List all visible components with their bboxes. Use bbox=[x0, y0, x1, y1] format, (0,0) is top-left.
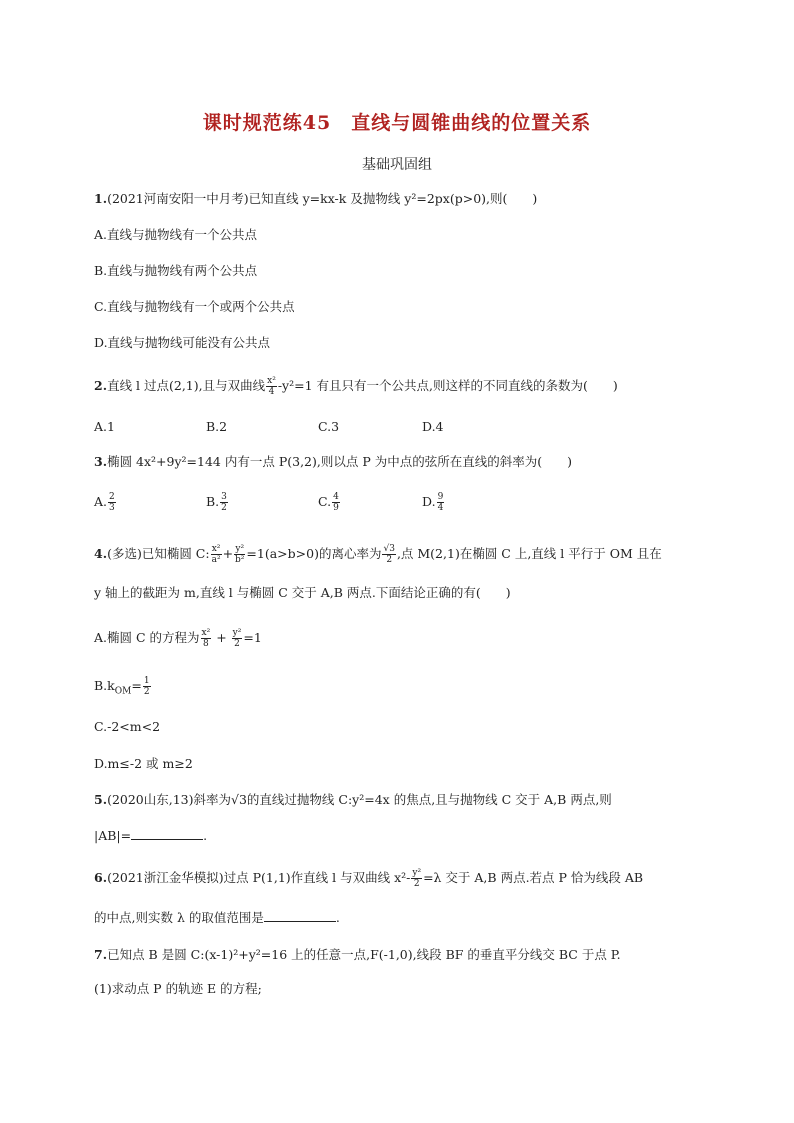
question-number: 7. bbox=[94, 947, 108, 962]
q3-options bbox=[94, 492, 445, 513]
q3-option-c: C. $\frac{4}{9}$ bbox=[318, 492, 339, 513]
question-number: 4. bbox=[94, 546, 108, 561]
question-1 bbox=[94, 190, 537, 208]
question-stem: =λ 交于 A,B 两点.若点 P 恰为线段 AB bbox=[423, 870, 644, 885]
fraction: $\frac{√3}{2}$ bbox=[383, 544, 395, 565]
question-2 bbox=[94, 376, 618, 397]
question-number: 5. bbox=[94, 792, 108, 807]
question-number: 1. bbox=[94, 191, 108, 206]
question-6-line-2: 的中点,则实数 λ 的取值范围是 . bbox=[94, 910, 340, 925]
q2-option-d: D.4 bbox=[422, 419, 444, 434]
question-7-part-1: (1)求动点 P 的轨迹 E 的方程; bbox=[94, 981, 262, 996]
plus-sign: + bbox=[222, 546, 234, 561]
question-stem: 椭圆 4x²+9y²=144 内有一点 P(3,2),则以点 P 为中点的弦所在直线的斜率为( ) bbox=[107, 454, 572, 469]
question-number: 2. bbox=[94, 378, 108, 393]
question-stem: -y²=1 有且只有一个公共点,则这样的不同直线的条数为( ) bbox=[277, 378, 618, 393]
q1-option-b: B.直线与抛物线有两个公共点 bbox=[94, 263, 258, 278]
page-title: 课时规范练45 直线与圆锥曲线的位置关系 bbox=[202, 112, 592, 134]
question-4-line-2: y 轴上的截距为 m,直线 l 与椭圆 C 交于 A,B 两点.下面结论正确的有( ) bbox=[94, 585, 511, 600]
question-6 bbox=[94, 868, 643, 889]
fraction: $\frac{\text{y²}}{\text{b²}}$ bbox=[235, 544, 245, 565]
q3-option-b: B. $\frac{3}{2}$ bbox=[206, 492, 227, 513]
question-stem: 直线 l 过点(2,1),且与双曲线 bbox=[107, 378, 266, 393]
question-number: 3. bbox=[94, 454, 108, 469]
q4-option-d: D.m≤-2 或 m≥2 bbox=[94, 756, 193, 771]
q2-option-a: A.1 bbox=[94, 419, 115, 434]
question-3 bbox=[94, 453, 572, 471]
q4-option-a: A.椭圆 C 的方程为 $\frac{\text{x²}}{8}$ + $\frac{\text{y²}}{2}$ =1 bbox=[94, 628, 262, 649]
question-number: 6. bbox=[94, 870, 108, 885]
fraction: $\frac{\text{x²}}{\text{a²}}$ bbox=[211, 544, 221, 565]
q4-option-c: C.-2<m<2 bbox=[94, 719, 161, 734]
q1-option-a: A.直线与抛物线有一个公共点 bbox=[94, 227, 258, 242]
q1-option-c: C.直线与抛物线有一个或两个公共点 bbox=[94, 299, 295, 314]
question-7 bbox=[94, 946, 621, 964]
q2-option-b: B.2 bbox=[206, 419, 228, 434]
q3-option-a: A. $\frac{2}{3}$ bbox=[94, 492, 115, 513]
q3-option-d: D. $\frac{9}{4}$ bbox=[422, 492, 444, 513]
q1-option-d: D.直线与抛物线可能没有公共点 bbox=[94, 335, 271, 350]
q4-option-b: $B.k_{OM}=$ $\frac{1}{2}$ bbox=[94, 676, 150, 697]
q2-options bbox=[94, 418, 444, 436]
question-stem: 已知点 B 是圆 C:(x-1)²+y²=16 上的任意一点,F(-1,0),线段 BF 的垂直平分线交 BC 于点 P. bbox=[107, 947, 621, 962]
section-heading: 基础巩固组 bbox=[362, 157, 432, 173]
fraction: $\frac{\text{x²}}{4}$ bbox=[267, 376, 276, 397]
question-4 bbox=[94, 544, 662, 565]
question-stem: (2021浙江金华模拟)过点 P(1,1)作直线 l 与双曲线 x²- bbox=[107, 870, 411, 885]
question-stem: (2020山东,13)斜率为√3的直线过抛物线 C:y²=4x 的焦点,且与抛物线 C 交于 A,B 两点,则 bbox=[107, 792, 612, 807]
question-stem: (2021河南安阳一中月考)已知直线 y=kx-k 及抛物线 y²=2px(p>0),则( ) bbox=[107, 191, 538, 206]
question-stem: =1(a>b>0)的离心率为 bbox=[246, 546, 382, 561]
question-5-line-2: |AB|= . bbox=[94, 828, 208, 843]
question-5 bbox=[94, 791, 612, 809]
question-stem: (多选)已知椭圆 C: bbox=[107, 546, 210, 561]
answer-blank bbox=[131, 827, 203, 840]
answer-blank bbox=[264, 909, 336, 922]
question-stem: ,点 M(2,1)在椭圆 C 上,直线 l 平行于 OM 且在 bbox=[396, 546, 662, 561]
fraction: $\frac{\text{y²}}{2}$ bbox=[412, 868, 422, 889]
q2-option-c: C.3 bbox=[318, 419, 340, 434]
